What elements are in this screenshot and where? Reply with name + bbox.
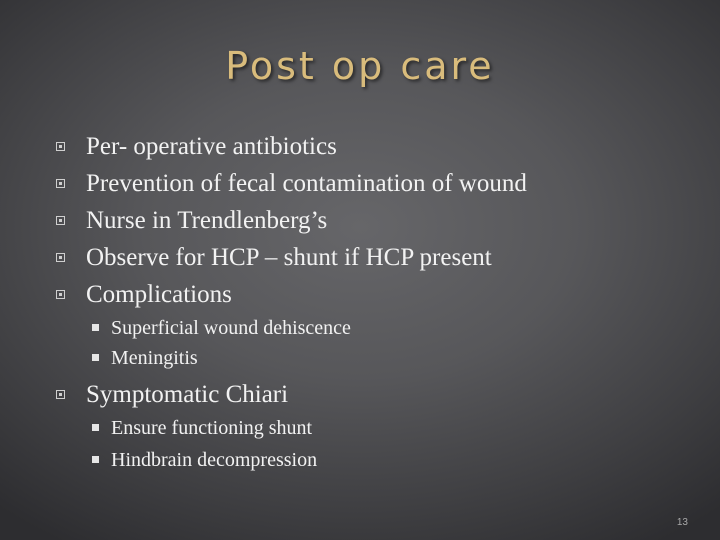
bullet-item	[56, 381, 288, 409]
bullet-item	[56, 170, 527, 198]
bullet-text: Per- operative antibiotics	[86, 133, 337, 160]
sub-bullet-item	[92, 416, 312, 440]
square-bullet-icon	[56, 290, 65, 299]
page-number: 13	[676, 517, 688, 528]
bullet-text: Symptomatic Chiari	[86, 381, 289, 408]
sub-bullet-text: Meningitis	[111, 347, 198, 369]
slide-title: Post op care	[225, 44, 495, 88]
square-bullet-icon	[56, 179, 65, 188]
bullet-item	[56, 133, 337, 161]
small-square-bullet-icon	[92, 354, 99, 361]
square-bullet-icon	[56, 216, 65, 225]
small-square-bullet-icon	[92, 424, 99, 431]
small-square-bullet-icon	[92, 456, 99, 463]
sub-bullet-text: Hindbrain decompression	[111, 449, 318, 471]
sub-bullet-text: Superficial wound dehiscence	[111, 317, 351, 339]
bullet-item	[56, 244, 492, 272]
square-bullet-icon	[56, 390, 65, 399]
square-bullet-icon	[56, 253, 65, 262]
sub-bullet-text: Ensure functioning shunt	[111, 417, 313, 439]
square-bullet-icon	[56, 142, 65, 151]
bullet-item	[56, 207, 327, 235]
bullet-text: Complications	[86, 281, 232, 308]
small-square-bullet-icon	[92, 324, 99, 331]
bullet-item	[56, 281, 232, 309]
bullet-text: Prevention of fecal contamination of wound	[86, 170, 527, 197]
bullet-text: Observe for HCP – shunt if HCP present	[86, 244, 492, 271]
sub-bullet-item	[92, 316, 351, 340]
sub-bullet-item	[92, 346, 198, 370]
sub-bullet-item	[92, 448, 317, 472]
bullet-text: Nurse in Trendlenberg’s	[86, 207, 328, 234]
